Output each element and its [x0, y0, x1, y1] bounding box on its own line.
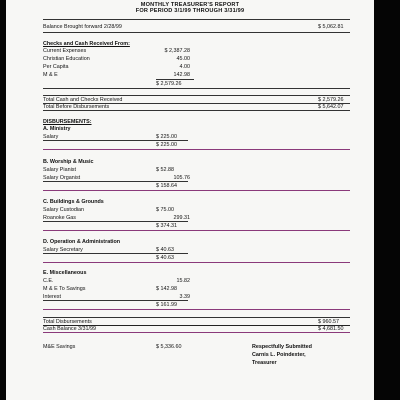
section-title-ministry: A. Ministry: [43, 126, 71, 132]
disb-label: Salary Secretary: [43, 247, 83, 253]
section-divider: [43, 230, 350, 231]
total-disbursements-amount: $ 960.57: [318, 319, 339, 325]
section-subtotal: $ 225.00: [156, 142, 177, 148]
disb-amount: $ 40.63: [156, 247, 174, 253]
disb-amount: 299.31: [173, 215, 190, 221]
cash-balance-label: Cash Balance 3/31/99: [43, 326, 97, 332]
receipt-amount: 142.98: [173, 72, 190, 78]
disb-label: Salary Pianist: [43, 167, 76, 173]
disb-label: Salary Custodian: [43, 207, 85, 213]
section-divider: [43, 262, 350, 263]
rule: [43, 95, 350, 96]
total-received-label: Total Cash and Checks Received: [43, 97, 123, 103]
report-title: MONTHLY TREASURER'S REPORT: [140, 2, 240, 8]
total-before-disb-label: Total Before Disbursements: [43, 104, 110, 110]
rule: [43, 110, 350, 111]
disb-label: Salary: [43, 134, 59, 140]
section-subtotal: $ 40.63: [156, 255, 174, 261]
receipts-heading: Checks and Cash Received From:: [43, 41, 130, 47]
receipt-label: Current Expenses: [43, 48, 87, 54]
receipt-amount: 4.00: [179, 64, 190, 70]
total-disbursements-label: Total Disbursements: [43, 319, 92, 325]
disb-label: M & E To Savings: [43, 286, 86, 292]
disb-amount: 15.82: [176, 278, 190, 284]
report-period: FOR PERIOD 3/1/99 THROUGH 3/31/99: [135, 8, 245, 14]
savings-label: M&E Savings: [43, 344, 76, 350]
receipt-label: M & E: [43, 72, 58, 78]
receipts-subtotal: $ 2,579.26: [156, 81, 182, 87]
disb-label: Roanoke Gas: [43, 215, 76, 221]
section-title-buildings: C. Buildings & Grounds: [43, 199, 104, 205]
receipt-amount: $ 2,387.28: [164, 48, 190, 54]
rule: [43, 181, 188, 182]
disb-amount: 3.39: [179, 294, 190, 300]
total-received-amount: $ 2,579.26: [318, 97, 344, 103]
rule: [43, 32, 350, 33]
disb-amount: 105.76: [173, 175, 190, 181]
rule: [43, 19, 350, 20]
section-divider: [43, 309, 350, 310]
rule: [43, 221, 188, 222]
disb-amount: $ 52.88: [156, 167, 174, 173]
section-divider: [43, 149, 350, 150]
section-title-worship: B. Worship & Music: [43, 159, 94, 165]
rule: [43, 140, 188, 141]
signature-line-3: Treasurer: [252, 360, 277, 366]
report-page: [6, 0, 374, 400]
section-divider: [43, 190, 350, 191]
disb-label: C.E.: [43, 278, 54, 284]
disbursements-heading: DISBURSEMENTS:: [43, 119, 92, 125]
receipt-label: Per Capita: [43, 64, 69, 70]
cash-balance-amount: $ 4,681.50: [318, 326, 344, 332]
balance-forward-label: Balance Brought forward 2/28/99: [43, 24, 122, 30]
section-title-operations: D. Operation & Administration: [43, 239, 121, 245]
section-subtotal: $ 161.99: [156, 302, 177, 308]
disb-amount: $ 225.00: [156, 134, 177, 140]
signature-line-2: Carnis L. Poindexter,: [252, 352, 306, 358]
rule: [43, 253, 188, 254]
total-before-disb-amount: $ 5,642.07: [318, 104, 344, 110]
receipt-label: Christian Education: [43, 56, 90, 62]
section-title-misc: E. Miscellaneous: [43, 270, 87, 276]
savings-amount: $ 5,336.60: [156, 344, 182, 350]
disb-label: Interest: [43, 294, 61, 300]
signature-line-1: Respectfully Submitted: [252, 344, 312, 350]
receipt-amount: 45.00: [176, 56, 190, 62]
disb-amount: $ 142.98: [156, 286, 177, 292]
section-divider: [43, 332, 350, 333]
subtotal-rule: [156, 79, 194, 80]
section-subtotal: $ 374.31: [156, 223, 177, 229]
disb-amount: $ 75.00: [156, 207, 174, 213]
rule: [43, 317, 350, 318]
rule: [43, 88, 350, 89]
section-subtotal: $ 158.64: [156, 183, 177, 189]
balance-forward-amount: $ 5,062.81: [318, 24, 344, 30]
rule: [43, 300, 188, 301]
disb-label: Salary Organist: [43, 175, 81, 181]
